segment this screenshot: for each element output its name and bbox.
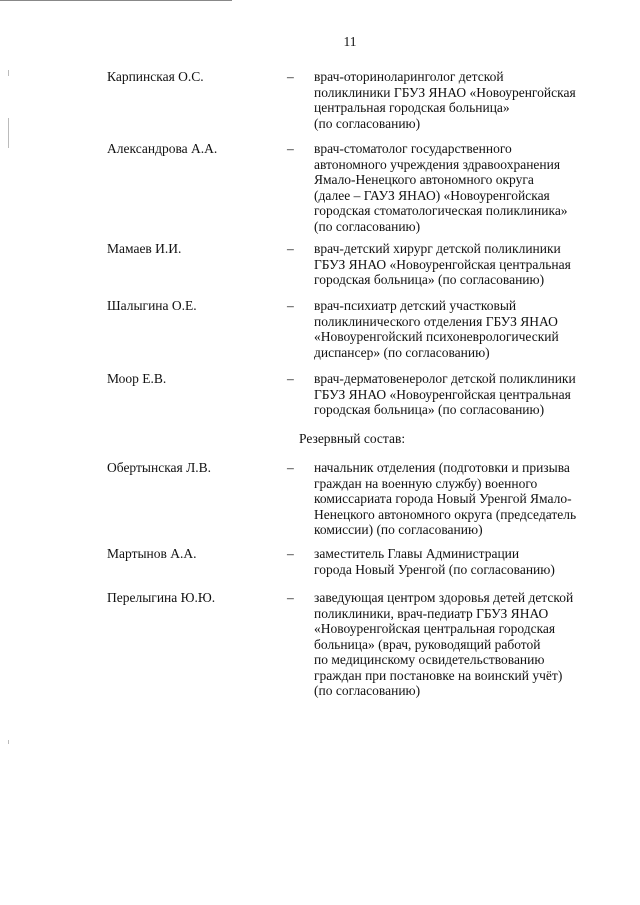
member-name: Мамаев И.И. (107, 241, 182, 256)
position-line: городская стоматологическая поликлиника» (314, 203, 568, 218)
position-line: граждан при постановке на воинский учёт) (314, 667, 563, 683)
position-line: заведующая центром здоровья детей детской (314, 590, 574, 605)
position-line: диспансер» (по согласованию) (314, 344, 490, 360)
position-line: начальник отделения (подготовки и призыва (314, 460, 570, 475)
dash: – (287, 460, 294, 475)
position-line: поликлиники ГБУЗ ЯНАО «Новоуренгойская (314, 84, 576, 100)
position-line: (по согласованию) (314, 115, 421, 131)
member-name: Обертынская Л.В. (107, 460, 212, 475)
member-position (314, 141, 614, 234)
position-line: врач-оториноларинголог детской (314, 69, 504, 84)
scan-margin-mark (8, 118, 9, 148)
member-position (314, 241, 614, 288)
position-line: города Новый Уренгой (по согласованию) (314, 561, 555, 577)
member-position (314, 546, 614, 577)
position-line: заместитель Главы Администрации (314, 546, 520, 561)
member-position (314, 590, 614, 699)
position-line: Ямало-Ненецкого автономного округа (314, 172, 534, 187)
dash: – (287, 241, 294, 256)
member-name: Мартынов А.А. (107, 546, 197, 561)
position-line: врач-психиатр детский участковый (314, 298, 517, 313)
dash: – (287, 546, 294, 561)
position-line: по медицинскому освидетельствованию (314, 652, 545, 667)
position-line: (по согласованию) (314, 683, 421, 698)
position-line: центральная городская больница» (314, 100, 510, 115)
position-line: Ненецкого автономного округа (председатель (314, 506, 577, 522)
position-line: поликлиники, врач-педиатр ГБУЗ ЯНАО (314, 605, 549, 621)
page-number: 11 (343, 34, 357, 49)
member-position (314, 460, 614, 538)
position-line: «Новоуренгойский психоневрологический (314, 329, 559, 344)
dash: – (287, 590, 294, 605)
member-name: Шалыгина О.Е. (107, 298, 197, 313)
member-position (314, 298, 614, 360)
position-line: ГБУЗ ЯНАО «Новоуренгойская центральная (314, 386, 571, 402)
position-line: врач-детский хирург детской поликлиники (314, 241, 561, 256)
member-position (314, 371, 614, 418)
position-line: врач-стоматолог государственного (314, 141, 512, 156)
position-line: поликлинического отделения ГБУЗ ЯНАО (314, 313, 558, 329)
position-line: (далее – ГАУЗ ЯНАО) «Новоуренгойская (314, 187, 550, 203)
position-line: комиссариата города Новый Уренгой Ямало- (314, 491, 572, 506)
position-line: граждан на военную службу) военного (314, 475, 538, 491)
position-line: комиссии) (по согласованию) (314, 522, 483, 537)
member-name: Карпинская О.С. (107, 69, 204, 84)
dash: – (287, 298, 294, 313)
member-position (314, 69, 614, 131)
scan-margin-mark (8, 740, 9, 744)
member-name: Перелыгина Ю.Ю. (107, 590, 216, 605)
dash: – (287, 141, 294, 156)
scan-margin-mark (8, 70, 9, 76)
member-name: Моор Е.В. (107, 371, 167, 386)
position-line: врач-дерматовенеролог детской поликлиники (314, 371, 576, 386)
position-line: автономного учреждения здравоохранения (314, 156, 561, 172)
reserve-section-title: Резервный состав: (299, 431, 406, 446)
dash: – (287, 69, 294, 84)
position-line: городская больница» (по согласованию) (314, 402, 545, 417)
scan-edge-line (0, 0, 232, 1)
position-line: (по согласованию) (314, 218, 421, 234)
position-line: ГБУЗ ЯНАО «Новоуренгойская центральная (314, 256, 571, 272)
position-line: «Новоуренгойская центральная городская (314, 621, 556, 636)
member-name: Александрова А.А. (107, 141, 218, 156)
position-line: больница» (врач, руководящий работой (314, 636, 541, 652)
dash: – (287, 371, 294, 386)
position-line: городская больница» (по согласованию) (314, 272, 545, 287)
